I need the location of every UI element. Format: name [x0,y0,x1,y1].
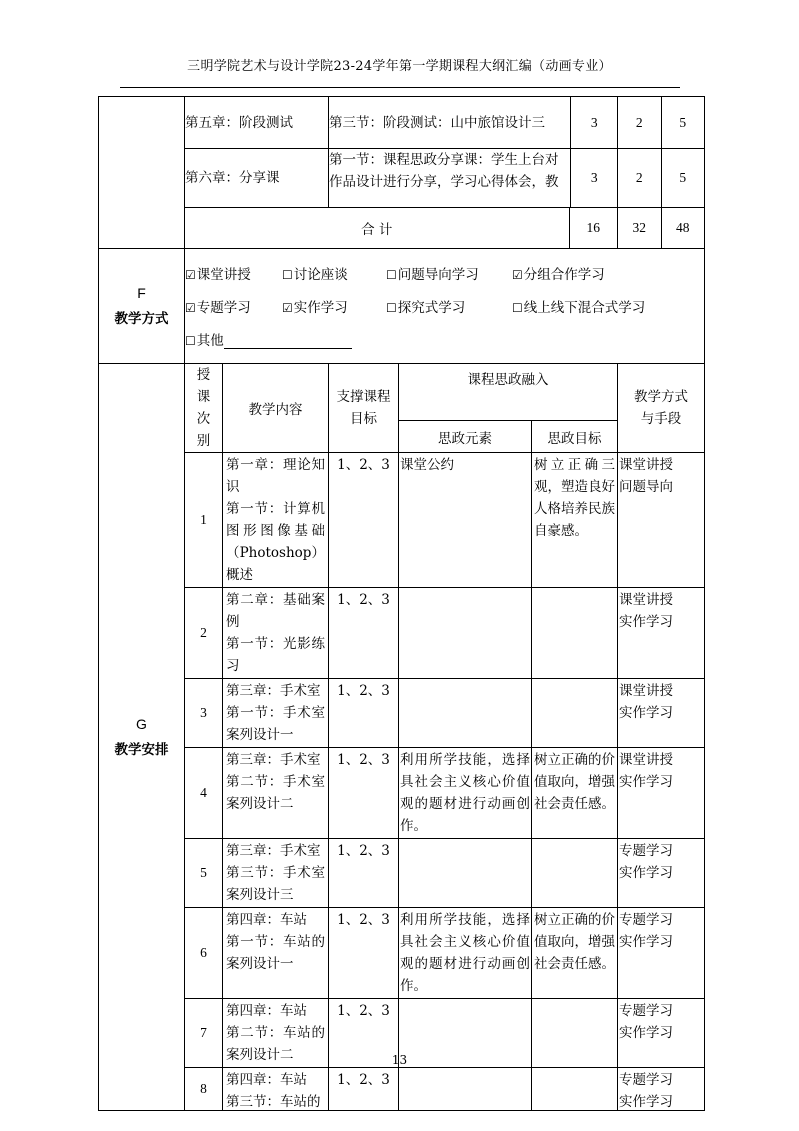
session-number: 3 [185,679,223,748]
method-option[interactable]: ☑实作学习 [282,300,348,316]
hours-cell [618,97,705,149]
methods-cell: 专题学习 实作学习 [618,839,705,908]
checkbox-icon: ☑ [185,301,196,315]
schedule-row [99,97,705,149]
methods-cell: 专题学习 实作学习 [618,999,705,1068]
session-number: 4 [185,748,223,839]
table-row [99,679,705,748]
checkbox-icon: ☑ [185,268,196,282]
content-cell: 第三章：手术室 第三节：手术室案列设计三 [223,839,329,908]
section-g-header-row [99,364,705,421]
checkbox-icon: ☑ [282,301,293,315]
objectives-cell: 1、2、3 [329,748,399,839]
session-number: 1 [185,453,223,588]
content-cell: 第二章：基础案例 第一节：光影练习 [223,588,329,679]
objectives-cell: 1、2、3 [329,999,399,1068]
header-objectives: 支撑课程目标 [329,364,399,453]
methods-row [185,323,704,356]
goals-cell [532,588,618,679]
objectives-cell: 1、2、3 [329,453,399,588]
method-option[interactable]: ☐问题导向学习 [386,267,479,283]
section-g-label [99,364,185,1111]
total-label: 合 计 [185,208,569,248]
header-elements: 思政元素 [399,421,532,453]
page-header: 三明学院艺术与设计学院23-24学年第一学期课程大纲汇编（动画专业） [187,59,612,74]
methods-cell: 课堂讲授 实作学习 [618,748,705,839]
method-option[interactable]: ☐其他 [185,329,352,349]
checkbox-icon: ☑ [512,268,523,282]
content-cell: 第一章：理论知识 第一节：计算机图形图像基础（Photoshop）概述 [223,453,329,588]
objectives-cell: 1、2、3 [329,839,399,908]
header-session: 授课次别 [185,364,223,453]
section-cell [329,97,618,149]
table-row [99,839,705,908]
section-text: 第一节：课程思政分享课：学生上台对作品设计进行分享，学习心得体会，教 [329,149,570,207]
chapter-cell: 第五章：阶段测试 [185,97,329,149]
method-option[interactable]: ☐探究式学习 [386,300,466,316]
header-rule [120,87,680,88]
chapter-cell: 第六章：分享课 [185,149,329,208]
checkbox-icon: ☐ [386,301,397,315]
total-b: 32 [618,208,661,248]
methods-row [185,290,704,323]
session-number: 5 [185,839,223,908]
section-f-row [99,249,705,364]
hours-c: 5 [679,170,687,185]
other-blank-line[interactable] [224,334,352,349]
elements-cell [399,1068,532,1111]
session-number: 8 [185,1068,223,1111]
objectives-cell: 1、2、3 [329,908,399,999]
hours-b: 2 [618,149,661,207]
goals-cell: 树立正确的价值取向，增强社会责任感。 [532,908,618,999]
methods-cell: 课堂讲授 实作学习 [618,679,705,748]
checkbox-icon: ☐ [386,268,397,282]
table-row [99,908,705,999]
section-text: 第三节：阶段测试：山中旅馆设计三 [329,97,570,148]
methods-cell: 课堂讲授 问题导向 [618,453,705,588]
hours-b: 2 [618,97,661,148]
total-hours-cell [618,208,705,249]
table-row [99,453,705,588]
session-number: 7 [185,999,223,1068]
header-methods: 教学方式与手段 [618,364,705,453]
section-f-letter: F [137,285,146,301]
checkbox-icon: ☐ [282,268,293,282]
objectives-cell: 1、2、3 [329,679,399,748]
header-content: 教学内容 [223,364,329,453]
elements-cell [399,839,532,908]
goals-cell [532,839,618,908]
table-row [99,1068,705,1111]
total-c: 48 [676,220,690,235]
methods-cell: 专题学习 实作学习 [618,908,705,999]
hours-cell [618,149,705,208]
content-cell: 第三章：手术室 第二节：手术室案列设计二 [223,748,329,839]
method-option[interactable]: ☑分组合作学习 [512,267,605,283]
syllabus-table [98,96,705,1111]
method-option[interactable]: ☑课堂讲授 [185,267,251,283]
table-row [99,588,705,679]
method-option[interactable]: ☑专题学习 [185,300,251,316]
method-option[interactable]: ☐讨论座谈 [282,267,348,283]
section-g-letter: G [136,716,147,732]
content-cell: 第四章：车站 第三节：车站的 [223,1068,329,1111]
hours-c: 5 [679,114,687,130]
checkbox-icon: ☐ [185,334,196,348]
section-cell [329,149,618,208]
blank-label-cell [99,97,185,249]
content-cell: 第四章：车站 第二节：车站的案列设计二 [223,999,329,1068]
total-row [99,208,705,249]
goals-cell: 树立正确三观，塑造良好人格培养民族自豪感。 [532,453,618,588]
teaching-methods [185,249,705,364]
header-goals: 思政目标 [532,421,618,453]
table-row [99,748,705,839]
content-cell: 第四章：车站 第一节：车站的案列设计一 [223,908,329,999]
elements-cell: 利用所学技能，选择具社会主义核心价值观的题材进行动画创作。 [399,908,532,999]
section-f-label [99,249,185,364]
method-option[interactable]: ☐线上线下混合式学习 [512,300,646,316]
goals-cell: 树立正确的价值取向，增强社会责任感。 [532,748,618,839]
elements-cell: 课堂公约 [399,453,532,588]
section-f-title: 教学方式 [114,311,169,327]
total-a: 16 [586,220,601,235]
methods-cell: 课堂讲授 实作学习 [618,588,705,679]
header-ideology: 课程思政融入 [399,364,618,421]
content-cell: 第三章：手术室 第一节：手术室案列设计一 [223,679,329,748]
objectives-cell: 1、2、3 [329,588,399,679]
section-g-title: 教学安排 [114,742,169,758]
methods-cell: 专题学习 实作学习 [618,1068,705,1111]
session-number: 6 [185,908,223,999]
checkbox-icon: ☐ [512,301,523,315]
objectives-cell: 1、2、3 [329,1068,399,1111]
methods-row [185,257,704,290]
total-label-cell [185,208,618,249]
elements-cell [399,588,532,679]
page-number: 13 [391,1053,408,1067]
hours-a: 3 [590,170,598,185]
elements-cell: 利用所学技能，选择具社会主义核心价值观的题材进行动画创作。 [399,748,532,839]
elements-cell [399,679,532,748]
schedule-row [99,149,705,208]
hours-a: 3 [590,114,598,130]
goals-cell [532,1068,618,1111]
session-number: 2 [185,588,223,679]
goals-cell [532,679,618,748]
